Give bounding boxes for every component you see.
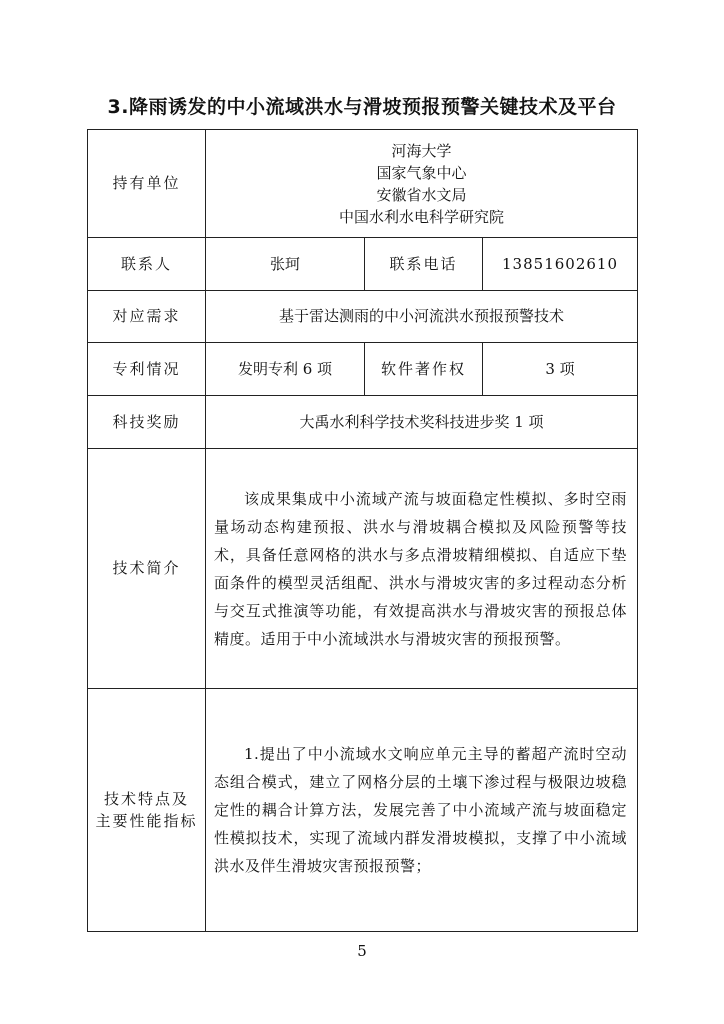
table-row-holder [88,130,638,238]
holder-units [206,130,638,238]
contact-label: 联系人 [88,238,206,291]
software-label: 软件著作权 [365,343,483,396]
holder-unit: 中国水利水电科学研究院 [339,207,505,226]
features-label-line: 技术特点及 [103,789,189,808]
contact-name: 张珂 [206,238,365,291]
info-table [87,129,638,932]
table-row-patent [88,343,638,396]
intro-label: 技术简介 [88,449,206,689]
award-value: 大禹水利科学技术奖科技进步奖 1 项 [206,396,638,449]
award-label: 科技奖励 [88,396,206,449]
features-text: 1.提出了中小流域水文响应单元主导的蓄超产流时空动态组合模式，建立了网格分层的土壤下渗过程与极限边坡稳定性的耦合计算方法，发展完善了中小流域产流与坡面稳定性模拟技术，实现了流域内群发滑坡模拟，支撑了中小流域洪水及伴生滑坡灾害预报预警； [206,689,638,932]
features-label [88,689,206,932]
table-row-features [88,689,638,932]
software-value: 3 项 [483,343,638,396]
table-row-award [88,396,638,449]
features-label-line: 主要性能指标 [95,812,198,830]
demand-label: 对应需求 [88,291,206,343]
phone-value: 13851602610 [483,238,638,291]
intro-text: 该成果集成中小流域产流与坡面稳定性模拟、多时空雨量场动态构建预报、洪水与滑坡耦合模拟及风险预警等技术，具备任意网格的洪水与多点滑坡精细模拟、自适应下垫面条件的模型灵活组配、洪水与滑坡灾害的多过程动态分析与交互式推演等功能，有效提高洪水与滑坡灾害的预报总体精度。适用于中小流域洪水与滑坡灾害的预报预警。 [206,449,638,689]
phone-label: 联系电话 [365,238,483,291]
patent-label: 专利情况 [88,343,206,396]
holder-unit: 河海大学 [391,141,452,160]
table-row-demand [88,291,638,343]
page-number: 5 [357,942,367,960]
table-row-intro [88,449,638,689]
demand-value: 基于雷达测雨的中小河流洪水预报预警技术 [206,291,638,343]
document-title: 3.降雨诱发的中小流域洪水与滑坡预报预警关键技术及平台 [107,96,617,118]
holder-unit: 安徽省水文局 [376,185,467,204]
invention-patent-value: 发明专利 6 项 [206,343,365,396]
holder-unit: 国家气象中心 [376,163,467,182]
table-row-contact [88,238,638,291]
holder-label: 持有单位 [88,130,206,238]
